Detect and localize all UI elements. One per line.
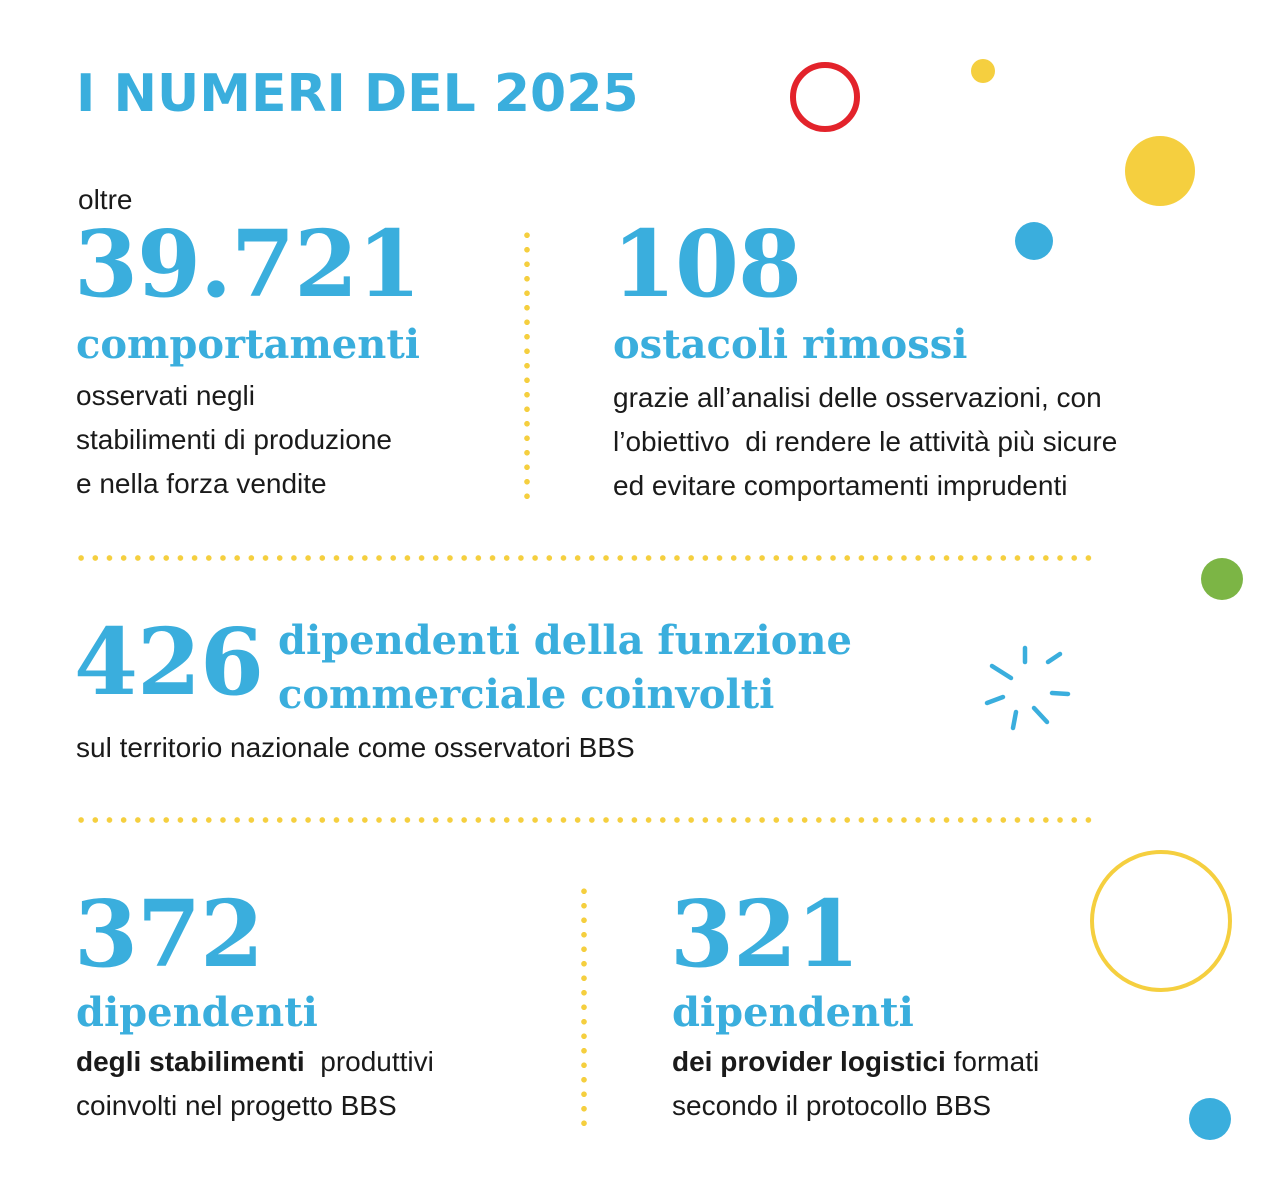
sparkle-icon <box>976 640 1076 740</box>
stabilimenti-line-1 <box>76 1040 434 1084</box>
yellow-ring-decoration <box>1090 850 1232 992</box>
commerciale-label-line-2: commerciale coinvolti <box>278 671 775 718</box>
horizontal-divider-2 <box>74 817 1094 823</box>
comportamenti-prefix: oltre <box>78 184 133 215</box>
ostacoli-number: 108 <box>612 210 802 318</box>
commerciale-number: 426 <box>74 608 264 716</box>
page-title: I NUMERI DEL 2025 <box>76 64 639 124</box>
horizontal-divider-1 <box>74 555 1094 561</box>
blue-dot-bottom-decoration <box>1189 1098 1231 1140</box>
comportamenti-line-2: stabilimenti di produzione <box>76 424 392 455</box>
ostacoli-line-2: l’obiettivo di rendere le attività più sicure <box>613 426 1118 457</box>
stabilimenti-line-2: coinvolti nel progetto BBS <box>76 1090 397 1121</box>
logistica-label: dipendenti <box>672 989 914 1036</box>
logistica-number: 321 <box>670 880 860 988</box>
logistica-line-2: secondo il protocollo BBS <box>672 1090 992 1121</box>
stabilimenti-bold: degli stabilimenti <box>76 1046 305 1077</box>
vertical-divider-bottom <box>580 884 588 1128</box>
ostacoli-line-3: ed evitare comportamenti imprudenti <box>613 470 1068 501</box>
comportamenti-line-3: e nella forza vendite <box>76 468 327 499</box>
small-yellow-dot-decoration <box>971 59 995 83</box>
green-dot-decoration <box>1201 558 1243 600</box>
blue-dot-decoration <box>1015 222 1053 260</box>
stabilimenti-rest: produttivi <box>304 1046 434 1077</box>
stabilimenti-label: dipendenti <box>76 989 318 1036</box>
comportamenti-line-1: osservati negli <box>76 380 255 411</box>
logistica-rest: formati <box>945 1046 1040 1077</box>
yellow-dot-decoration <box>1125 136 1195 206</box>
comportamenti-number: 39.721 <box>74 210 421 318</box>
vertical-divider-top <box>523 228 531 500</box>
red-ring-decoration <box>790 62 860 132</box>
ostacoli-line-1: grazie all’analisi delle osservazioni, con <box>613 382 1102 413</box>
comportamenti-label: comportamenti <box>76 321 421 368</box>
stabilimenti-number: 372 <box>74 880 264 988</box>
ostacoli-label: ostacoli rimossi <box>613 321 968 368</box>
logistica-bold: dei provider logistici <box>672 1046 946 1077</box>
commerciale-label-line-1: dipendenti della funzione <box>278 617 852 664</box>
logistica-line-1 <box>672 1040 1039 1084</box>
commerciale-text: sul territorio nazionale come osservatori BBS <box>76 732 635 763</box>
